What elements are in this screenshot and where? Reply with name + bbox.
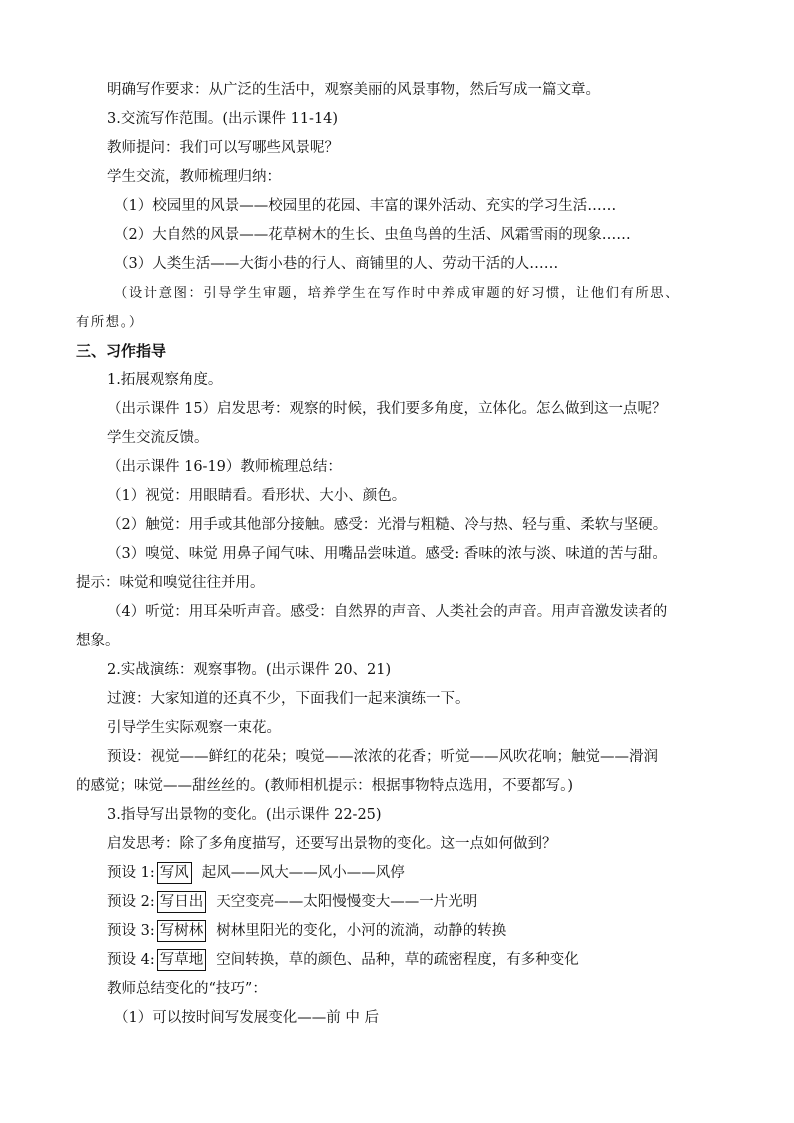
paragraph-line: （出示课件 15）启发思考：观察的时候，我们要多角度，立体化。怎么做到这一点呢？ — [107, 401, 667, 417]
paragraph-line: 预设：视觉——鲜红的花朵；嗅觉——浓浓的花香；听觉——风吹花响；触觉——滑润 — [107, 749, 658, 765]
preset-boxed-term: 写树林 — [157, 920, 207, 942]
paragraph-line: 学生交流反馈。 — [107, 430, 209, 446]
list-item: （2）触觉：用手或其他部分接触。感受：光滑与粗糙、冷与热、轻与重、柔软与坚硬。 — [107, 517, 668, 533]
preset-boxed-term: 写日出 — [157, 891, 207, 913]
design-intent-note: 有所想。） — [76, 315, 144, 330]
preset-row — [76, 917, 726, 946]
paragraph-line: 明确写作要求：从广泛的生活中，观察美丽的风景事物，然后写成一篇文章。 — [107, 82, 600, 98]
paragraph-line: 的感觉；味觉——甜丝丝的。(教师相机提示：根据事物特点选用，不要都写。) — [76, 778, 574, 794]
paragraph-line: 提示：味觉和嗅觉往往并用。 — [76, 575, 265, 591]
list-item: （1）视觉：用眼睛看。看形状、大小、颜色。 — [107, 488, 407, 504]
preset-text: 起风——风大——风小——风停 — [201, 865, 405, 881]
preset-row — [76, 859, 726, 888]
paragraph-line: 3.交流写作范围。(出示课件 11-14) — [107, 111, 339, 127]
list-item: （1）可以按时间写发展变化——前 中 后 — [114, 1010, 379, 1026]
paragraph-line: 过渡：大家知道的还真不少，下面我们一起来演练一下。 — [107, 691, 470, 707]
document-page — [76, 76, 726, 1033]
paragraph-line: 教师提问：我们可以写哪些风景呢？ — [107, 140, 339, 156]
preset-boxed-term: 写风 — [157, 862, 192, 884]
paragraph-line: 1.拓展观察角度。 — [107, 372, 223, 388]
preset-row — [76, 888, 726, 917]
paragraph-line: 启发思考：除了多角度描写，还要写出景物的变化。这一点如何做到？ — [107, 836, 557, 852]
design-intent-note: （设计意图：引导学生审题，培养学生在写作时中养成审题的好习惯，让他们有所思、 — [114, 286, 681, 301]
list-item: （3）嗅觉、味觉 用鼻子闻气味、用嘴品尝味道。感受: 香味的浓与淡、味道的苦与甜。 — [107, 546, 667, 562]
list-item: （1）校园里的风景——校园里的花园、丰富的课外活动、充实的学习生活…… — [114, 198, 617, 214]
section-heading: 三、习作指导 — [76, 342, 167, 360]
paragraph-line: （出示课件 16-19）教师梳理总结： — [107, 459, 342, 475]
preset-text: 空间转换，草的颜色、品种，草的疏密程度，有多种变化 — [216, 952, 579, 968]
list-item: （4）听觉：用耳朵听声音。感受：自然界的声音、人类社会的声音。用声音激发读者的 — [107, 604, 668, 620]
paragraph-line: 3.指导写出景物的变化。(出示课件 22-25) — [107, 807, 382, 823]
preset-label: 预设 3: — [107, 923, 155, 939]
preset-text: 天空变亮——太阳慢慢变大——一片光明 — [216, 894, 478, 910]
preset-row — [76, 946, 726, 975]
paragraph-line: 想象。 — [76, 633, 120, 649]
paragraph-line: 学生交流，教师梳理归纳： — [107, 169, 281, 185]
preset-label: 预设 1: — [107, 865, 155, 881]
list-item: （2）大自然的风景——花草树木的生长、虫鱼鸟兽的生活、风霜雪雨的现象…… — [114, 227, 631, 243]
preset-text: 树林里阳光的变化，小河的流淌，动静的转换 — [216, 923, 507, 939]
list-item: （3）人类生活——大街小巷的行人、商铺里的人、劳动干活的人…… — [114, 256, 559, 272]
paragraph-line: 教师总结变化的“技巧”： — [107, 981, 267, 997]
paragraph-line: 2.实战演练：观察事物。(出示课件 20、21) — [107, 662, 392, 678]
paragraph-line: 引导学生实际观察一束花。 — [107, 720, 281, 736]
preset-label: 预设 2: — [107, 894, 155, 910]
preset-label: 预设 4: — [107, 952, 155, 968]
preset-boxed-term: 写草地 — [157, 949, 207, 971]
